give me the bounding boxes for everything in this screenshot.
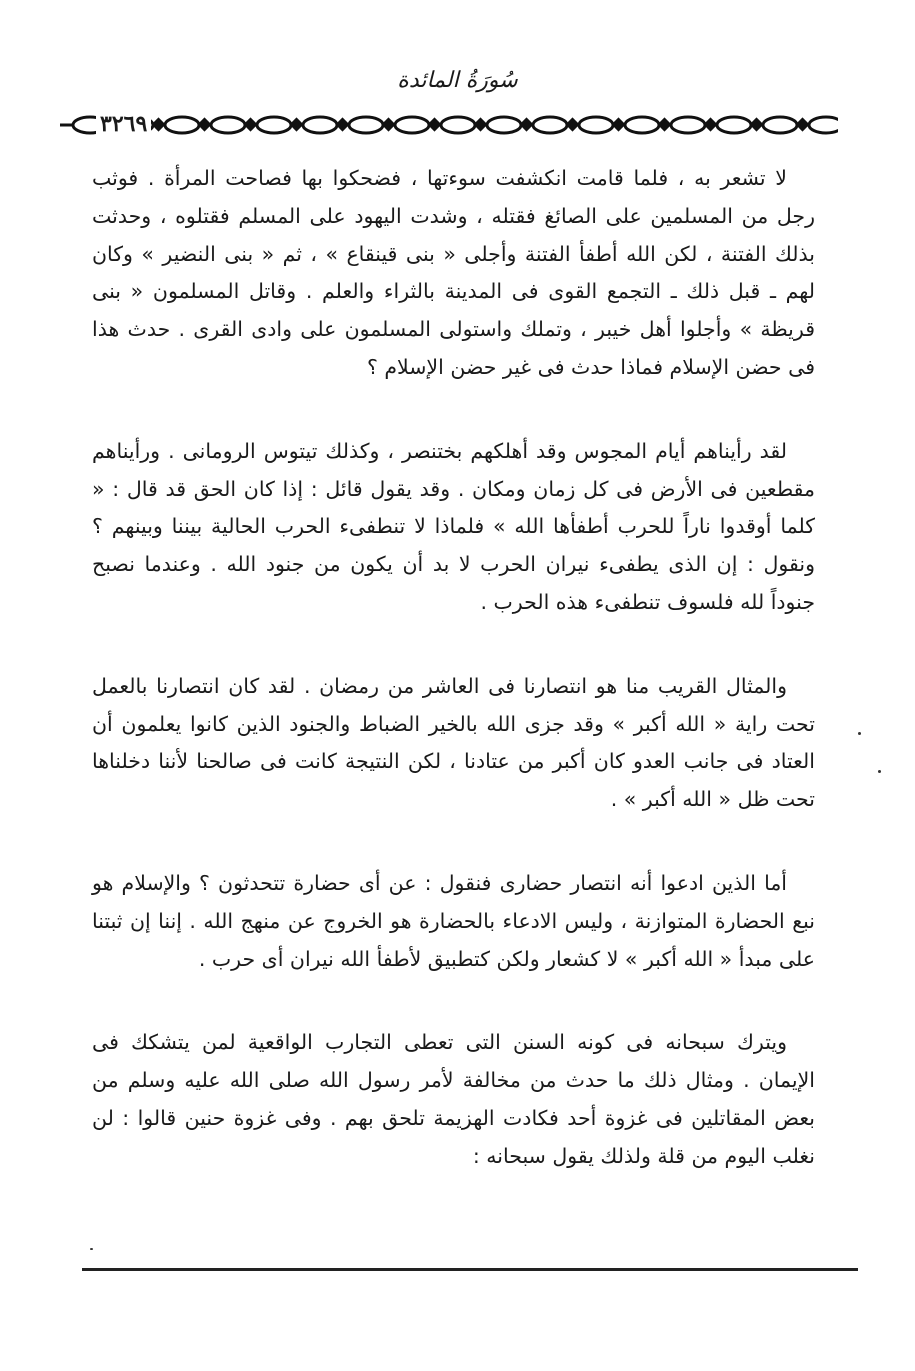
ornament-oval bbox=[349, 117, 383, 133]
ornament-oval bbox=[533, 117, 567, 133]
ornament-diamond bbox=[614, 120, 624, 130]
ornament-diamond bbox=[154, 120, 164, 130]
ornament-oval bbox=[671, 117, 705, 133]
ornament-diamond bbox=[568, 120, 578, 130]
ornament-oval bbox=[717, 117, 751, 133]
surah-title: سُورَةُ المائدة bbox=[397, 68, 518, 93]
ornament-diamond bbox=[430, 120, 440, 130]
scan-speck bbox=[90, 1248, 93, 1250]
footer-rule bbox=[82, 1268, 858, 1271]
ornament-diamond bbox=[706, 120, 716, 130]
ornament-diamond bbox=[246, 120, 256, 130]
scan-speck bbox=[858, 732, 861, 735]
ornament-oval bbox=[763, 117, 797, 133]
ornament-diamond bbox=[292, 120, 302, 130]
scan-speck bbox=[878, 770, 881, 773]
ornament-oval bbox=[579, 117, 613, 133]
ornament-oval bbox=[257, 117, 291, 133]
paragraph-3: والمثال القريب منا هو انتصارنا فى العاشر من رمضان . لقد كان انتصارنا بالعمل تحت راية « الله أكبر » وقد جزى الله بالخير الضباط والجنود الذين كانوا يعلمون أن العتاد فى جانب العدو كان أكبر من عتادنا ، لكن النتيجة كانت فى صالحنا لأننا دخلناها تحت ظل « الله أكبر » . bbox=[92, 673, 815, 812]
ornament-oval bbox=[165, 117, 199, 133]
ornament-diamond bbox=[660, 120, 670, 130]
ornament-diamond bbox=[384, 120, 394, 130]
ornament-diamond bbox=[200, 120, 210, 130]
paragraph-5: ويترك سبحانه فى كونه السنن التى تعطى التجارب الواقعية لمن يتشكك فى الإيمان . ومثال ذلك ما حدث من مخالفة لأمر رسول الله صلى الله عليه وسلم من بعض المقاتلين فى غزوة أحد فكادت الهزيمة تلحق بهم . وفى غزوة حنين قالوا : لن نغلب اليوم من قلة ولذلك يقول سبحانه : bbox=[92, 1030, 815, 1168]
ornament-oval bbox=[441, 117, 475, 133]
ornament-diamond bbox=[798, 120, 808, 130]
ornament-diamond bbox=[338, 120, 348, 130]
page-number: ٣٢٦٩ bbox=[96, 111, 151, 137]
ornament-oval bbox=[625, 117, 659, 133]
paragraph-4: أما الذين ادعوا أنه انتصار حضارى فنقول : عن أى حضارة تتحدثون ؟ والإسلام هو نبع الحضارة المتوازنة ، وليس الادعاء بالحضارة هو الخروج عن منهج الله . إننا إن ثبتنا على مبدأ « الله أكبر » لا كشعار ولكن كتطبيق لأطفأ الله نيران أى حرب . bbox=[92, 870, 815, 971]
ornament-diamond bbox=[522, 120, 532, 130]
ornament-oval bbox=[303, 117, 337, 133]
ornament-oval bbox=[487, 117, 521, 133]
ornament-oval bbox=[395, 117, 429, 133]
body-text bbox=[92, 160, 815, 1176]
paragraph-1: لا تشعر به ، فلما قامت انكشفت سوءتها ، فضحكوا بها فصاحت المرأة . فوثب رجل من المسلمين على الصائغ فقتله ، وشدت اليهود على المسلم فقتلوه ، وحدثت بذلك الفتنة ، لكن الله أطفأ الفتنة وأجلى « بنى قينقاع » ، ثم « بنى النضير » وكان لهم ـ قبل ذلك ـ التجمع القوى فى المدينة بالثراء والعلم . وقاتل المسلمون « بنى قريظة » وأجلوا أهل خيبر ، وتملك واستولى المسلمون على وادى القرى . حدث هذا فى حضن الإسلام فماذا حدث فى غير حضن الإسلام ؟ bbox=[92, 166, 815, 379]
ornament-diamond bbox=[752, 120, 762, 130]
ornament-diamond bbox=[476, 120, 486, 130]
ornament-oval bbox=[809, 117, 838, 133]
ornament-oval bbox=[211, 117, 245, 133]
paragraph-2: لقد رأيناهم أيام المجوس وقد أهلكهم بختنصر ، وكذلك تيتوس الرومانى . ورأيناهم مقطعين فى الأرض فى كل زمان ومكان . وقد يقول قائل : إذا كان الحق قد قال : « كلما أوقدوا ناراً للحرب أطفأها الله » فلماذا لا تنطفىء الحرب الحالية بيننا وبينهم ؟ ونقول : إن الذى يطفىء نيران الحرب لا بد أن يكون من جنود الله . وعندما نصبح جنوداً لله فلسوف تنطفىء هذه الحرب . bbox=[92, 438, 815, 614]
ornamental-border bbox=[58, 110, 838, 140]
